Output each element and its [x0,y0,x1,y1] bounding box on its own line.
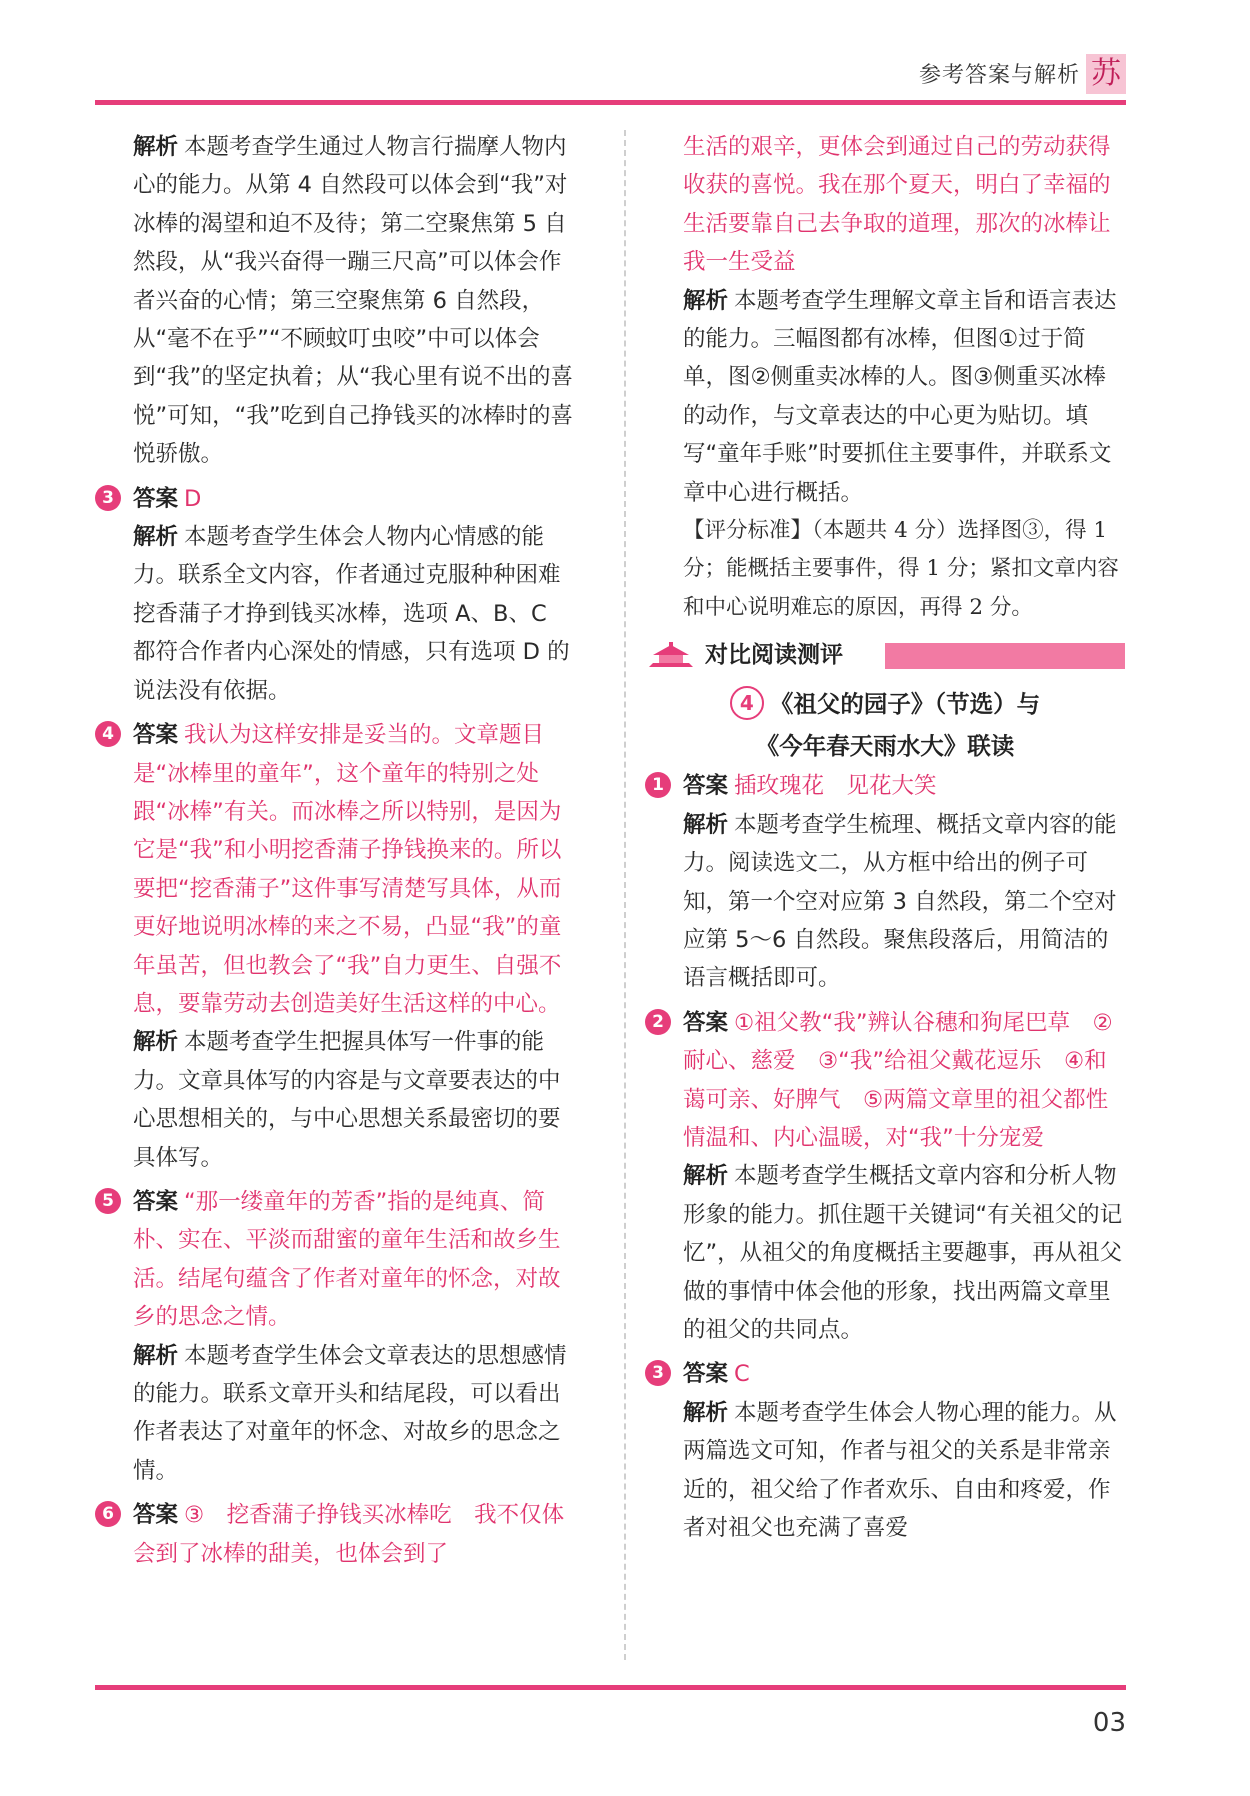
answer-label: 答案 [133,1188,179,1215]
answer-continued: 生活的艰辛，更体会到通过自己的劳动获得收获的喜悦。我在那个夏天，明白了幸福的生活要靠自己去争取的道理，那次的冰棒让我一生受益 [683,134,1111,276]
question-2 [645,1004,1125,1350]
answer-label: 答案 [683,1009,729,1036]
section-title: 对比阅读测评 [705,642,843,669]
page-number: 03 [1092,1708,1126,1738]
answer-text: 我认为这样安排是妥当的。文章题目是“冰棒里的童年”，这个童年的特别之处跟“冰棒”有关。而冰棒之所以特别，是因为它是“我”和小明挖香蒲子挣钱换来的。所以要把“挖香蒲子”这件事写清楚写具体，从而更好地说明冰棒的来之不易，凸显“我”的童年虽苦，但也教会了“我”自力更生、自强不息，要靠劳动去创造美好生活这样的中心。 [133,722,562,1017]
header-badge: 苏 [1086,54,1126,94]
answer-label: 答案 [133,1502,179,1529]
analysis-text: 本题考查学生体会人物心理的能力。从两篇选文可知，作者与祖父的关系是非常亲近的，祖父给了作者欢乐、自由和疼爱，作者对祖父也充满了喜爱 [683,1399,1117,1541]
answer-text: D [184,485,202,512]
question-number: 6 [95,1501,121,1527]
question-number: 4 [95,721,121,747]
question-number: 2 [645,1009,671,1035]
reading-title-line-1: 《祖父的园子》（节选）与 [769,690,1041,719]
analysis-label: 解析 [683,1399,729,1426]
question-6-continued [645,128,1125,627]
question-1 [645,767,1125,997]
question-number: 3 [95,485,121,511]
analysis-text: 本题考查学生理解文章主旨和语言表达的能力。三幅图都有冰棒，但图①过于简单，图②侧重卖冰棒的人。图③侧重买冰棒的动作，与文章表达的中心更为贴切。填写“童年手账”时要抓住主要事件，并联系文章中心进行概括。 [683,287,1117,506]
question-number: 5 [95,1188,121,1214]
analysis-text: 本题考查学生概括文章内容和分析人物形象的能力。抓住题干关键词“有关祖父的记忆”，从祖父的角度概括主要趣事，再从祖父做的事情中体会他的形象，找出两篇文章里的祖父的共同点。 [683,1163,1123,1343]
header-rule [95,100,1126,105]
answer-label: 答案 [133,722,179,749]
right-column [645,128,1125,1553]
answer-text: ③ 挖香蒲子挣钱买冰棒吃 我不仅体会到了冰棒的甜美，也体会到了 [133,1502,565,1567]
question-number: 1 [645,772,671,798]
column-divider [624,130,626,1660]
pavilion-icon [645,641,697,669]
answer-text: “那一缕童年的芳香”指的是纯真、简朴、实在、平淡而甜蜜的童年生活和故乡生活。结尾句蕴含了作者对童年的怀念，对故乡的思念之情。 [133,1188,561,1331]
answer-text: 插玫瑰花 见花大笑 [734,773,937,800]
analysis-label: 解析 [133,1029,179,1056]
section-header [645,637,1125,673]
analysis-text: 本题考查学生体会文章表达的思想感情的能力。联系文章开头和结尾段，可以看出作者表达了对童年的怀念、对故乡的思念之情。 [133,1342,567,1484]
answer-label: 答案 [683,773,729,800]
intro-analysis [95,128,575,474]
answer-label: 答案 [683,1361,729,1388]
question-5 [95,1183,575,1490]
reading-title [645,683,1125,725]
reading-title-line-2: 《今年春天雨水大》联读 [755,732,1015,761]
analysis-label: 解析 [133,524,179,551]
left-column [95,128,575,1579]
answer-label: 答案 [133,485,179,512]
analysis-label: 解析 [683,287,729,314]
scoring-standard: 【评分标准】（本题共 4 分）选择图③，得 1 分；能概括主要事件，得 1 分；紧扣文章内容和中心说明难忘的原因，再得 2 分。 [683,518,1119,620]
question-3 [95,480,575,710]
question-3-right [645,1355,1125,1547]
analysis-text: 本题考查学生把握具体写一件事的能力。文章具体写的内容是与文章要表达的中心思想相关的，与中心思想关系最密切的要具体写。 [133,1029,561,1171]
analysis-text: 本题考查学生梳理、概括文章内容的能力。阅读选文二，从方框中给出的例子可知，第一个空对应第 3 自然段，第二个空对应第 5～6 自然段。聚焦段落后，用简洁的语言概括即可。 [683,811,1117,992]
analysis-label: 解析 [683,1163,729,1190]
analysis-text: 本题考查学生体会人物内心情感的能力。联系全文内容，作者通过克服种种困难挖香蒲子才挣到钱买冰棒，选项 A、B、C 都符合作者内心深处的情感，只有选项 D 的说法没有依据。 [133,524,570,704]
question-6 [95,1496,575,1573]
analysis-label: 解析 [133,1342,179,1369]
footer-rule [95,1685,1126,1690]
question-4 [95,716,575,1177]
header-title: 参考答案与解析 [918,63,1080,88]
question-number: 3 [645,1360,671,1386]
answer-text: ①祖父教“我”辨认谷穗和狗尾巴草 ②耐心、慈爱 ③“我”给祖父戴花逗乐 ④和蔼可亲、好脾气 ⑤两篇文章里的祖父都性情温和、内心温暖，对“我”十分宠爱 [683,1009,1113,1151]
analysis-label: 解析 [683,811,729,838]
reading-number: 4 [730,686,764,720]
section-title-bar [885,643,1125,669]
analysis-label: 解析 [133,134,179,160]
analysis-text: 本题考查学生通过人物言行揣摩人物内心的能力。从第 4 自然段可以体会到“我”对冰棒的渴望和迫不及待；第二空聚焦第 5 自然段，从“我兴奋得一蹦三尺高”可以体会作者兴奋的心情；第三空聚焦第 6 自然段，从“毫不在乎”“不顾蚊叮虫咬”中可以体会到“我”的坚定执着；从“我心里有说不出的喜悦”可知，“我”吃到自己挣钱买的冰棒时的喜悦骄傲。 [133,134,573,468]
answer-text: C [734,1361,750,1388]
